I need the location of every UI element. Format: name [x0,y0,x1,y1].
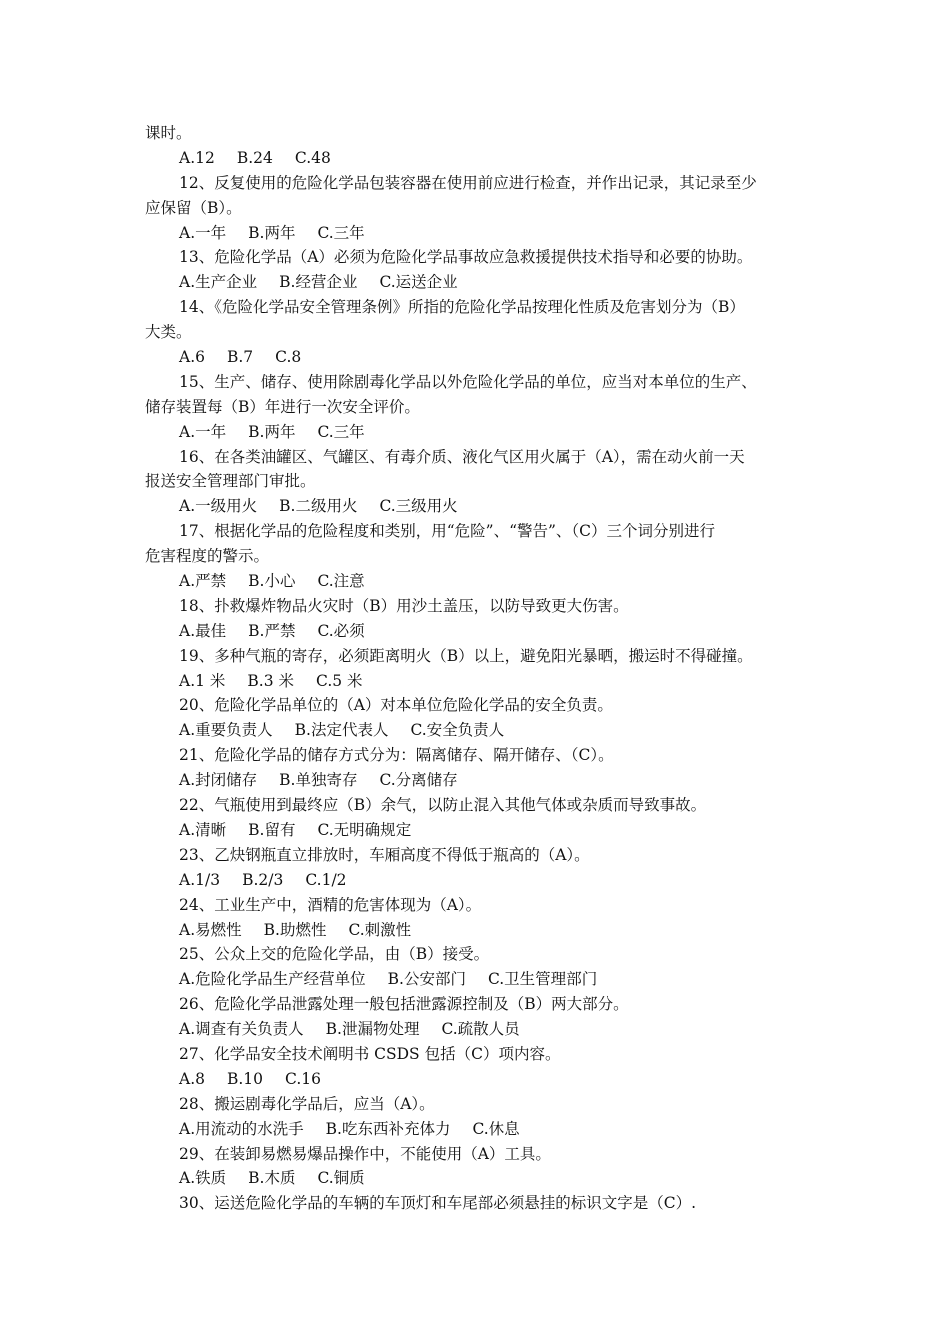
text-line: 课时。 [145,124,192,142]
answer-option: C.卫生管理部门 [487,970,598,989]
answer-option: B.单独寄存 [279,771,358,790]
answer-option: C.5 米 [316,671,363,690]
question-text: 29、在装卸易燃易爆品操作中，不能使用（A）工具。 [179,1144,551,1163]
answer-option: C.分离储存 [379,771,458,790]
answer-option: A.用流动的水洗手 [179,1119,304,1138]
answer-option: B.小心 [248,572,296,591]
answer-option: C.48 [294,148,331,167]
answer-option: C.16 [285,1069,321,1088]
answer-options [145,270,810,295]
answer-option: C.休息 [472,1119,520,1138]
answer-option: C.铜质 [317,1169,365,1188]
question-text: 24、工业生产中，酒精的危害体现为（A）。 [179,895,482,914]
answer-option: B.严禁 [248,621,296,640]
answer-option: A.一年 [179,422,227,441]
text-line: 储存装置每（B）年进行一次安全评价。 [145,397,420,416]
question-text: 21、危险化学品的储存方式分为：隔离储存、隔开储存、（C）。 [179,746,614,765]
question-text: 23、乙炔钢瓶直立排放时，车厢高度不得低于瓶高的（A）。 [179,845,590,864]
document-body [145,121,810,1216]
answer-option: C.三年 [317,422,365,441]
answer-option: B.吃东西补充体力 [325,1119,451,1138]
answer-options [145,718,810,743]
answer-option: B.助燃性 [263,920,327,939]
answer-option: A.清晰 [179,820,227,839]
answer-options [145,1017,810,1042]
question-text: 19、多种气瓶的寄存，必须距离明火（B）以上，避免阳光暴晒，搬运时不得碰撞。 [179,646,753,665]
answer-options [145,1067,810,1092]
question-text: 17、根据化学品的危险程度和类别，用“危险”、“警告”、（C）三个词分别进行 [179,522,716,541]
answer-option: A.一级用火 [179,497,258,516]
answer-options [145,345,810,370]
answer-option: A.易燃性 [179,920,242,939]
answer-options [145,619,810,644]
answer-option: B.木质 [248,1169,296,1188]
answer-options [145,1166,810,1191]
answer-options [145,1117,810,1142]
answer-options [145,420,810,445]
question-text: 14、《危险化学品安全管理条例》所指的危险化学品按理化性质及危害划分为（B） [179,298,745,317]
answer-option: A.铁质 [179,1169,227,1188]
answer-option: B.24 [236,148,273,167]
question-text: 25、公众上交的危险化学品，由（B）接受。 [179,945,490,964]
answer-option: A.1 米 [179,671,226,690]
answer-option: A.严禁 [179,572,227,591]
answer-option: A.重要负责人 [179,721,273,740]
answer-option: C.疏散人员 [441,1020,520,1039]
question-text: 20、危险化学品单位的（A）对本单位危险化学品的安全负责。 [179,696,613,715]
answer-option: B.法定代表人 [294,721,389,740]
answer-option: A.8 [179,1069,205,1088]
question-text: 16、在各类油罐区、气罐区、有毒介质、液化气区用火属于（A），需在动火前一天 [179,447,745,466]
answer-option: C.三年 [317,223,365,242]
answer-option: A.12 [179,148,215,167]
answer-options [145,146,810,171]
answer-option: A.生产企业 [179,273,258,292]
answer-options [145,494,810,519]
answer-option: B.2/3 [242,870,284,889]
answer-option: C.注意 [317,572,365,591]
text-line: 报送安全管理部门审批。 [145,472,316,491]
question-text: 27、化学品安全技术阐明书 CSDS 包括（C）项内容。 [179,1044,561,1063]
question-text: 22、气瓶使用到最终应（B）余气，以防止混入其他气体或杂质而导致事故。 [179,796,707,815]
answer-option: A.1/3 [179,870,221,889]
answer-option: B.公安部门 [387,970,466,989]
answer-option: C.无明确规定 [317,820,412,839]
answer-option: B.10 [226,1069,264,1088]
answer-option: B.3 米 [247,671,295,690]
answer-options [145,669,810,694]
answer-option: B.泄漏物处理 [325,1020,420,1039]
answer-option: C.刺激性 [348,920,412,939]
answer-option: C.安全负责人 [410,721,505,740]
question-text: 30、运送危险化学品的车辆的车顶灯和车尾部必须悬挂的标识文字是（C）. [179,1194,697,1213]
answer-option: B.两年 [248,422,296,441]
answer-option: C.1/2 [305,870,347,889]
answer-option: C.运送企业 [379,273,458,292]
answer-option: A.危险化学品生产经营单位 [179,970,366,989]
answer-options [145,967,810,992]
answer-options [145,818,810,843]
question-text: 13、危险化学品（A）必须为危险化学品事故应急救援提供技术指导和必要的协助。 [179,248,753,267]
answer-option: A.最佳 [179,621,227,640]
answer-option: A.调查有关负责人 [179,1020,304,1039]
question-text: 28、搬运剧毒化学品后，应当（A）。 [179,1094,435,1113]
answer-option: C.8 [275,348,302,367]
answer-option: A.6 [179,348,205,367]
answer-option: B.留有 [248,820,296,839]
answer-option: C.三级用火 [379,497,458,516]
question-text: 18、扑救爆炸物品火灾时（B）用沙土盖压，以防导致更大伤害。 [179,596,629,615]
answer-options [145,569,810,594]
question-text: 26、危险化学品泄露处理一般包括泄露源控制及（B）两大部分。 [179,995,629,1014]
answer-option: A.一年 [179,223,227,242]
answer-option: B.二级用火 [279,497,358,516]
answer-options [145,768,810,793]
question-text: 12、反复使用的危险化学品包装容器在使用前应进行检查，并作出记录，其记录至少 [179,173,757,192]
answer-options [145,868,810,893]
answer-option: B.经营企业 [279,273,358,292]
answer-options [145,918,810,943]
answer-option: A.封闭储存 [179,771,258,790]
text-line: 大类。 [145,323,192,342]
text-line: 应保留（B）。 [145,198,242,217]
question-text: 15、生产、储存、使用除剧毒化学品以外危险化学品的单位，应当对本单位的生产、 [179,372,757,391]
answer-options [145,221,810,246]
text-line: 危害程度的警示。 [145,547,270,566]
answer-option: B.两年 [248,223,296,242]
answer-option: C.必须 [317,621,365,640]
answer-option: B.7 [226,348,254,367]
